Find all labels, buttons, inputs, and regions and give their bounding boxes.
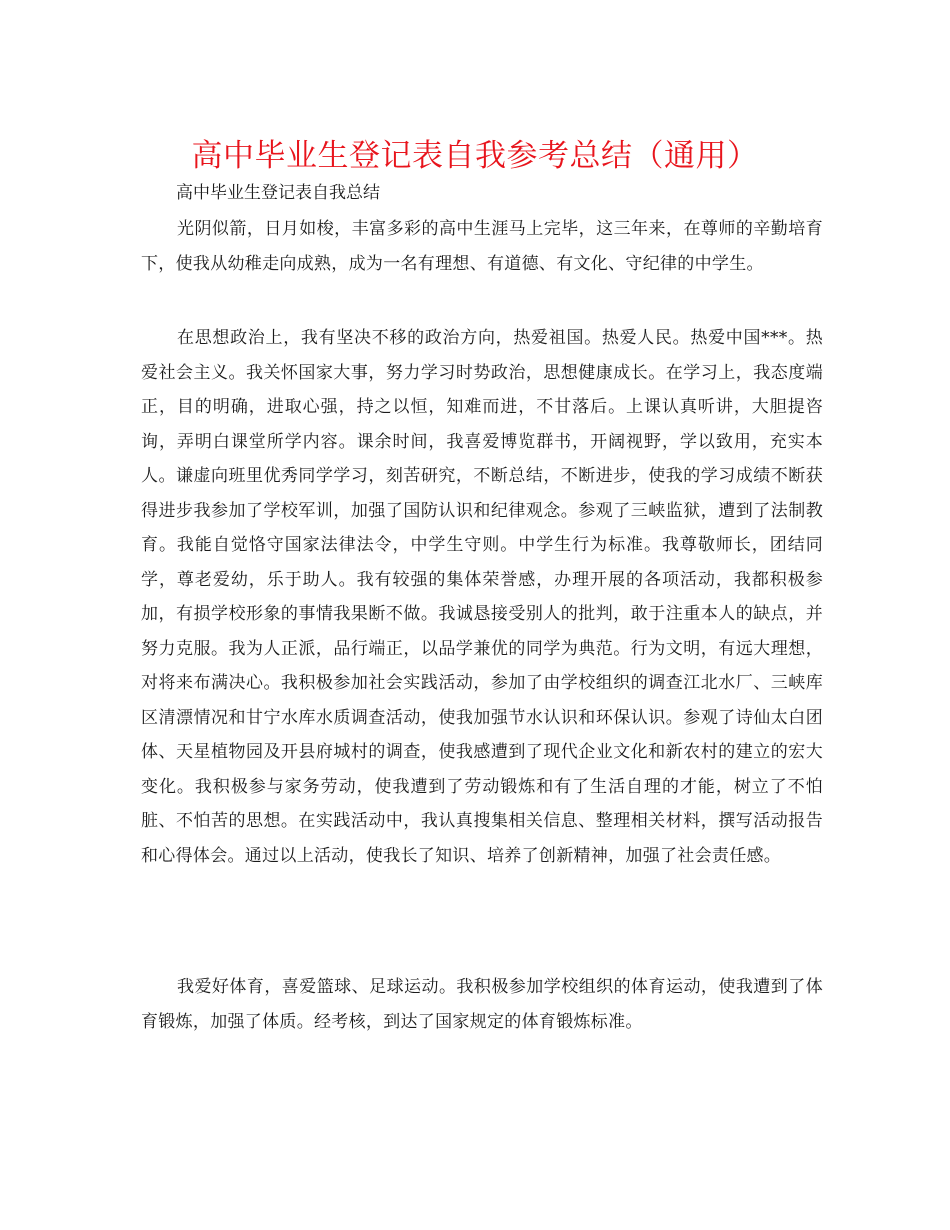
- document-title: 高中毕业生登记表自我参考总结（通用）: [191, 138, 759, 174]
- paragraph-politics-study: 在思想政治上，我有坚决不移的政治方向，热爱祖国。热爱人民。热爱中国***。热爱社会主义。我关怀国家大事，努力学习时势政治，思想健康成长。在学习上，我态度端正，目的明确，进取心强，持之以恒，知难而进，不甘落后。上课认真听讲，大胆提咨询，弄明白课堂所学内容。课余时间，我喜爱博览群书，开阔视野，学以致用，充实本人。谦虚向班里优秀同学学习，刻苦研究，不断总结，不断进步，使我的学习成绩不断获得进步我参加了学校军训，加强了国防认识和纪律观念。参观了三峡监狱，遭到了法制教育。我能自觉恪守国家法律法令，中学生守则。中学生行为标准。我尊敬师长，团结同学，尊老爱幼，乐于助人。我有较强的集体荣誉感，办理开展的各项活动，我都积极参加，有损学校形象的事情我果断不做。我诚恳接受别人的批判，敢于注重本人的缺点，并努力克服。我为人正派，品行端正，以品学兼优的同学为典范。行为文明，有远大理想，对将来布满决心。我积极参加社会实践活动，参加了由学校组织的调查江北水厂、三峡库区清漂情况和甘宁水库水质调查活动，使我加强节水认识和环保认识。参观了诗仙太白团体、天星植物园及开县府城村的调查，使我感遭到了现代企业文化和新农村的建立的宏大变化。我积极参与家务劳动，使我遭到了劳动锻炼和有了生活自理的才能，树立了不怕脏、不怕苦的思想。在实践活动中，我认真搜集相关信息、整理相关材料，撰写活动报告和心得体会。通过以上活动，使我长了知识、培养了创新精神，加强了社会责任感。: [141, 328, 823, 866]
- document-subtitle: 高中毕业生登记表自我总结: [176, 183, 380, 203]
- paragraph-sports: 我爱好体育，喜爱篮球、足球运动。我积极参加学校组织的体育运动，使我遭到了体育锻炼，加强了体质。经考核，到达了国家规定的体育锻炼标准。: [141, 977, 823, 1032]
- paragraph-intro: 光阴似箭，日月如梭，丰富多彩的高中生涯马上完毕，这三年来，在尊师的辛勤培育下，使我从幼稚走向成熟，成为一名有理想、有道德、有文化、守纪律的中学生。: [141, 219, 823, 274]
